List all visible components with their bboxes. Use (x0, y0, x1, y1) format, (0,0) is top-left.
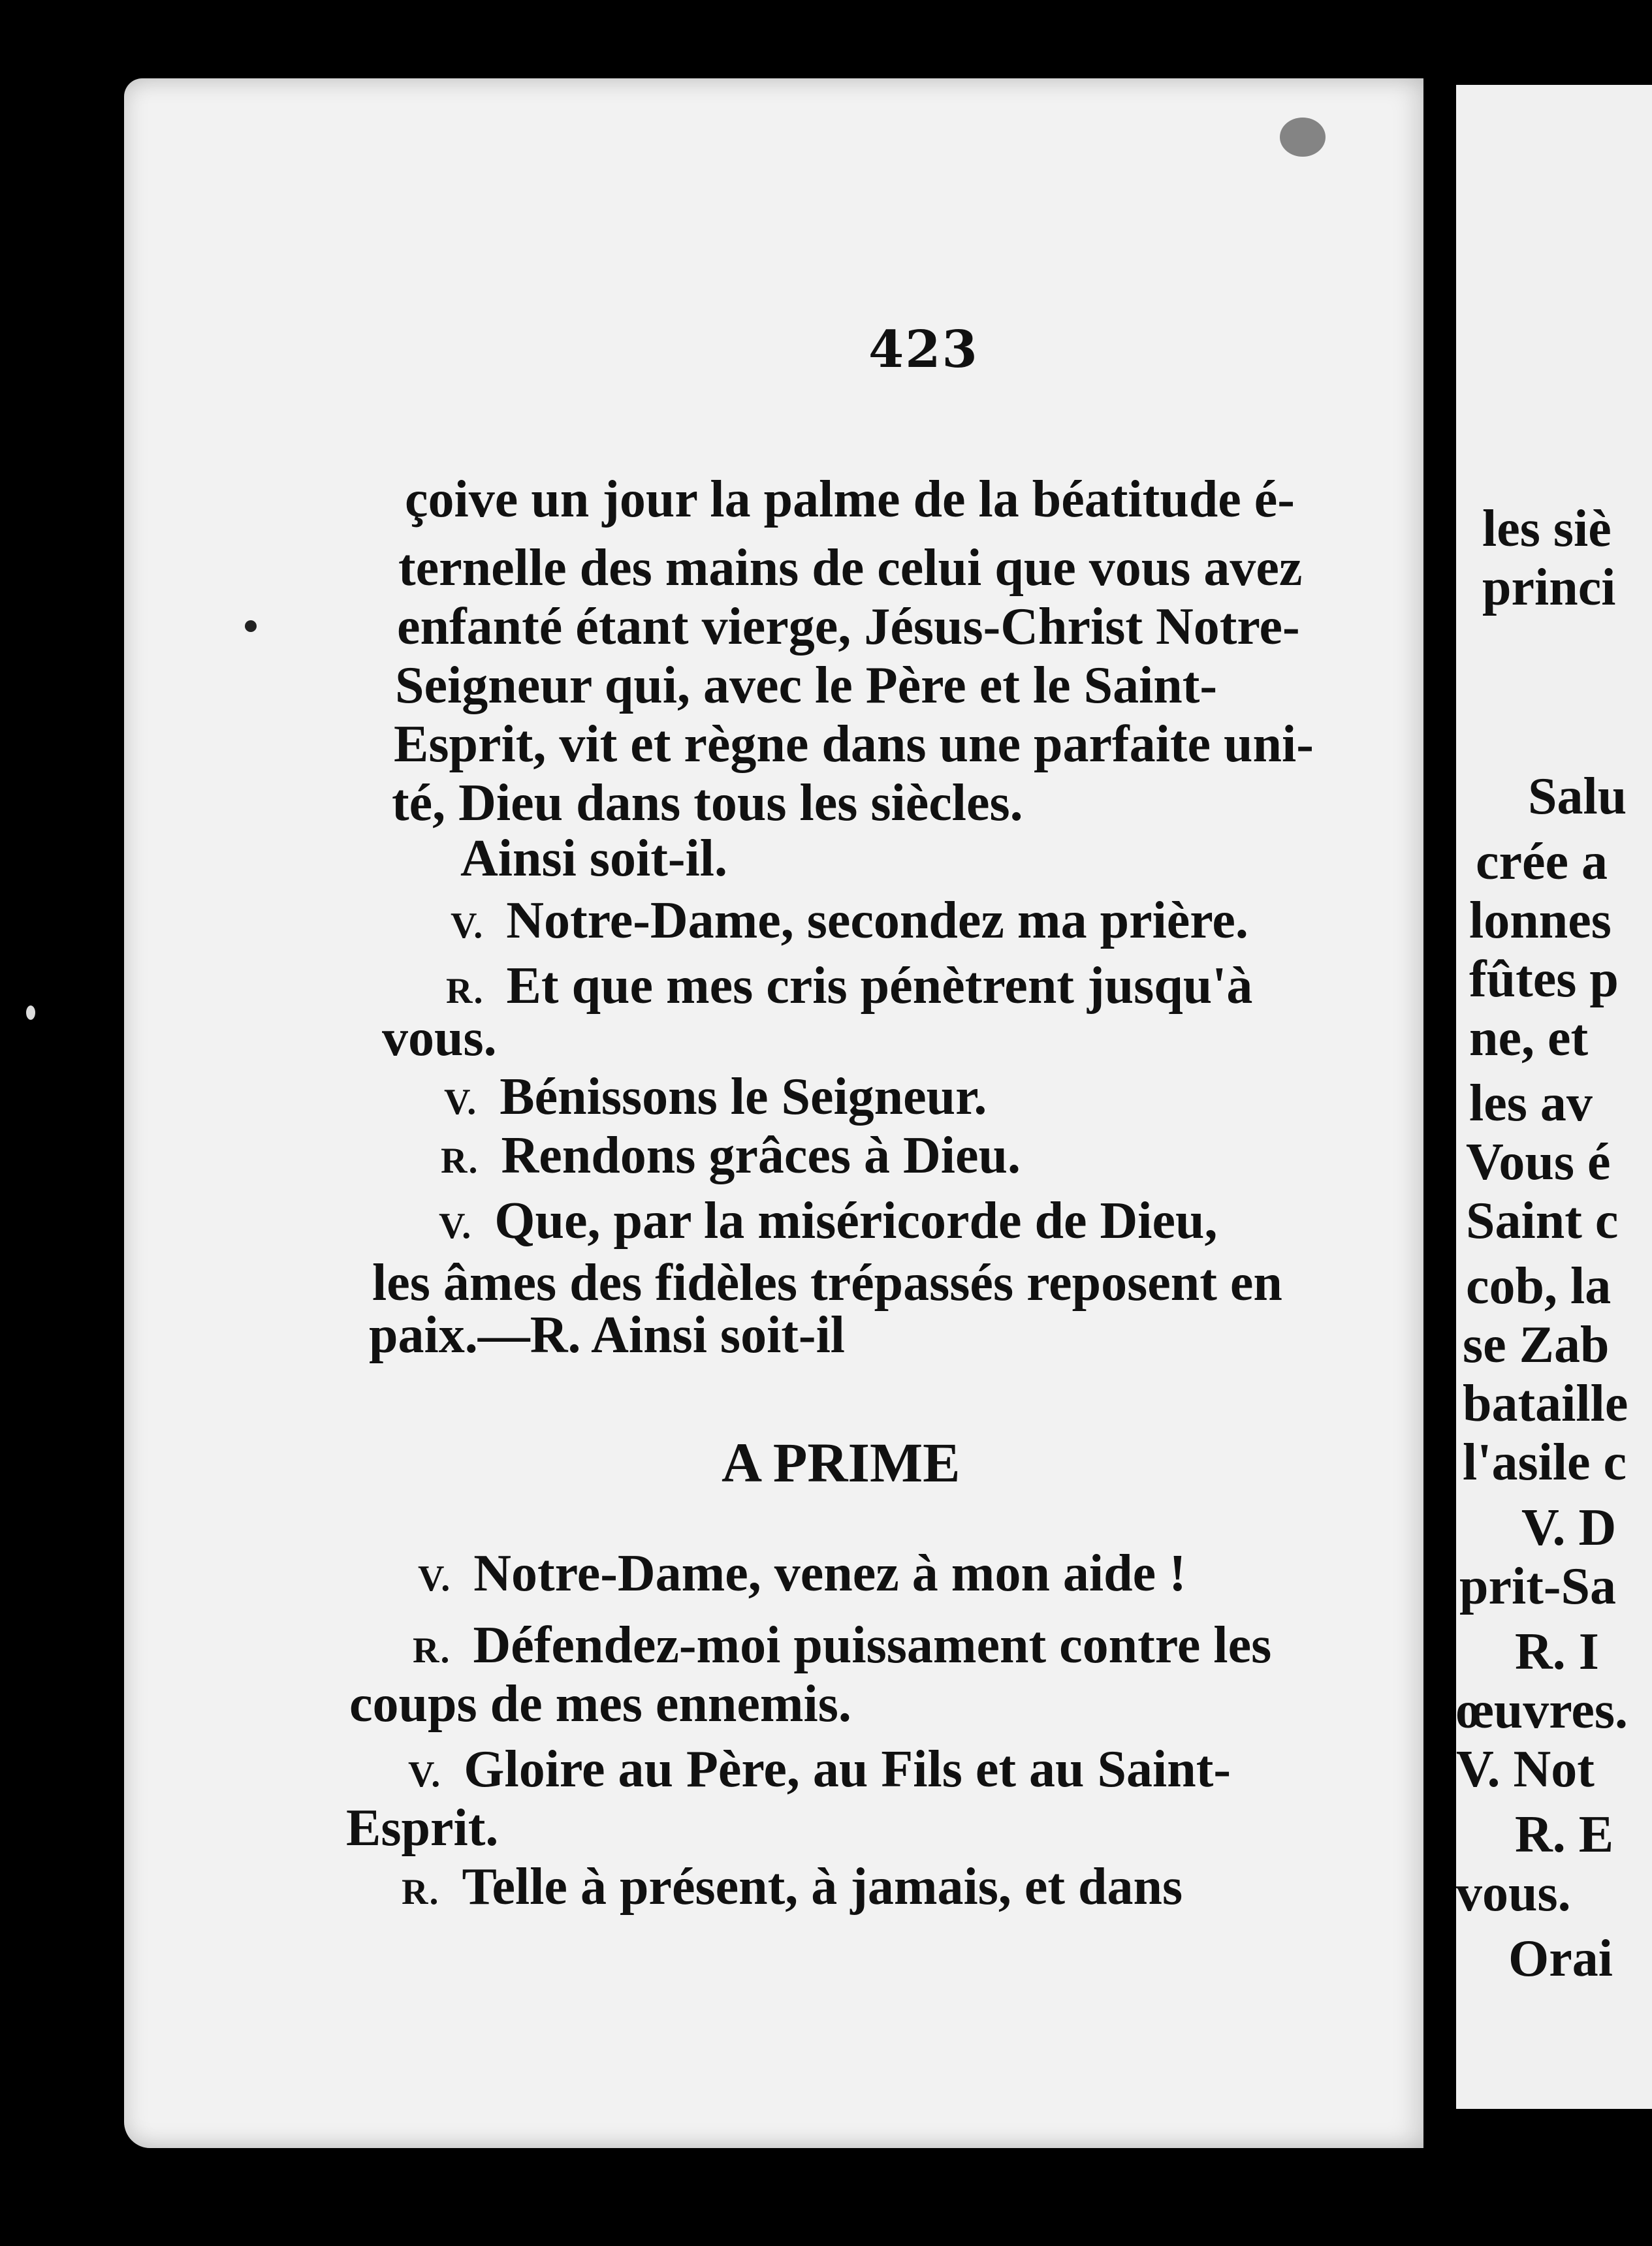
text-line: les âmes des fidèles trépassés reposent en (372, 1254, 1282, 1312)
text-line: paix.—R. Ainsi soit-il (369, 1306, 846, 1364)
section-heading: A PRIME (722, 1431, 961, 1494)
right-text-line: lonnes (1469, 892, 1612, 949)
right-text-line: Saint c (1466, 1192, 1619, 1250)
right-text-line: bataille (1463, 1375, 1628, 1432)
right-text-line: Vous é (1466, 1133, 1611, 1191)
text-line: ternelle des mains de celui que vous avez (398, 539, 1303, 597)
response-line: R. Rendons grâces à Dieu. (441, 1127, 1021, 1184)
text-line: vous. (382, 1009, 497, 1067)
right-text-line: cob, la (1466, 1257, 1612, 1315)
text-line: çoive un jour la palme de la béatitude é- (405, 471, 1295, 528)
right-text-line: l'asile c (1463, 1434, 1627, 1491)
right-text-line: princi (1482, 559, 1616, 616)
text-line: Esprit. (346, 1799, 499, 1857)
right-text-line: fûtes p (1469, 951, 1619, 1008)
right-text-line: R. I (1515, 1623, 1599, 1681)
versicle-line: V. Bénissons le Seigneur. (444, 1068, 987, 1126)
text-line: coups de mes ennemis. (349, 1675, 851, 1733)
right-text-line: Orai (1508, 1930, 1613, 1987)
right-text-line: les av (1469, 1075, 1593, 1132)
response-line: R. Défendez-moi puissament contre les (413, 1617, 1272, 1674)
versicle-line: V. Que, par la miséricorde de Dieu, (439, 1192, 1218, 1250)
right-text-line: vous. (1456, 1865, 1571, 1922)
versicle-line: V. Notre-Dame, venez à mon aide ! (418, 1545, 1186, 1602)
right-text-line: prit-Sa (1459, 1558, 1616, 1615)
right-text-line: V. D (1521, 1499, 1617, 1557)
right-text-line: œuvres. (1456, 1682, 1628, 1739)
versicle-line: V. Notre-Dame, secondez ma prière. (451, 892, 1248, 949)
text-line: Ainsi soit-il. (460, 830, 727, 887)
ink-speck (26, 1005, 35, 1020)
right-page (1456, 85, 1652, 2109)
text-line: Seigneur qui, avec le Père et le Saint- (395, 657, 1218, 714)
ink-smudge (1280, 118, 1326, 157)
response-line: R. Et que mes cris pénètrent jusqu'à (446, 957, 1253, 1015)
right-text-line: V. Not (1456, 1741, 1595, 1798)
right-text-line: crée a (1476, 833, 1608, 891)
right-text-line: les siè (1482, 500, 1612, 558)
text-line: Esprit, vit et règne dans une parfaite uni- (394, 716, 1314, 773)
response-line: R. Telle à présent, à jamais, et dans (402, 1858, 1183, 1916)
right-text-line: se Zab (1463, 1316, 1610, 1374)
book-gutter (1423, 72, 1456, 2161)
versicle-line: V. Gloire au Père, au Fils et au Saint- (408, 1741, 1231, 1798)
right-text-line: Salu (1528, 768, 1627, 825)
right-text-line: ne, et (1469, 1009, 1589, 1067)
text-line: té, Dieu dans tous les siècles. (392, 774, 1023, 832)
ink-speck (245, 620, 257, 632)
text-line: enfanté étant vierge, Jésus-Christ Notre- (397, 598, 1300, 656)
page-number: 423 (868, 320, 979, 379)
right-text-line: R. E (1515, 1806, 1614, 1863)
